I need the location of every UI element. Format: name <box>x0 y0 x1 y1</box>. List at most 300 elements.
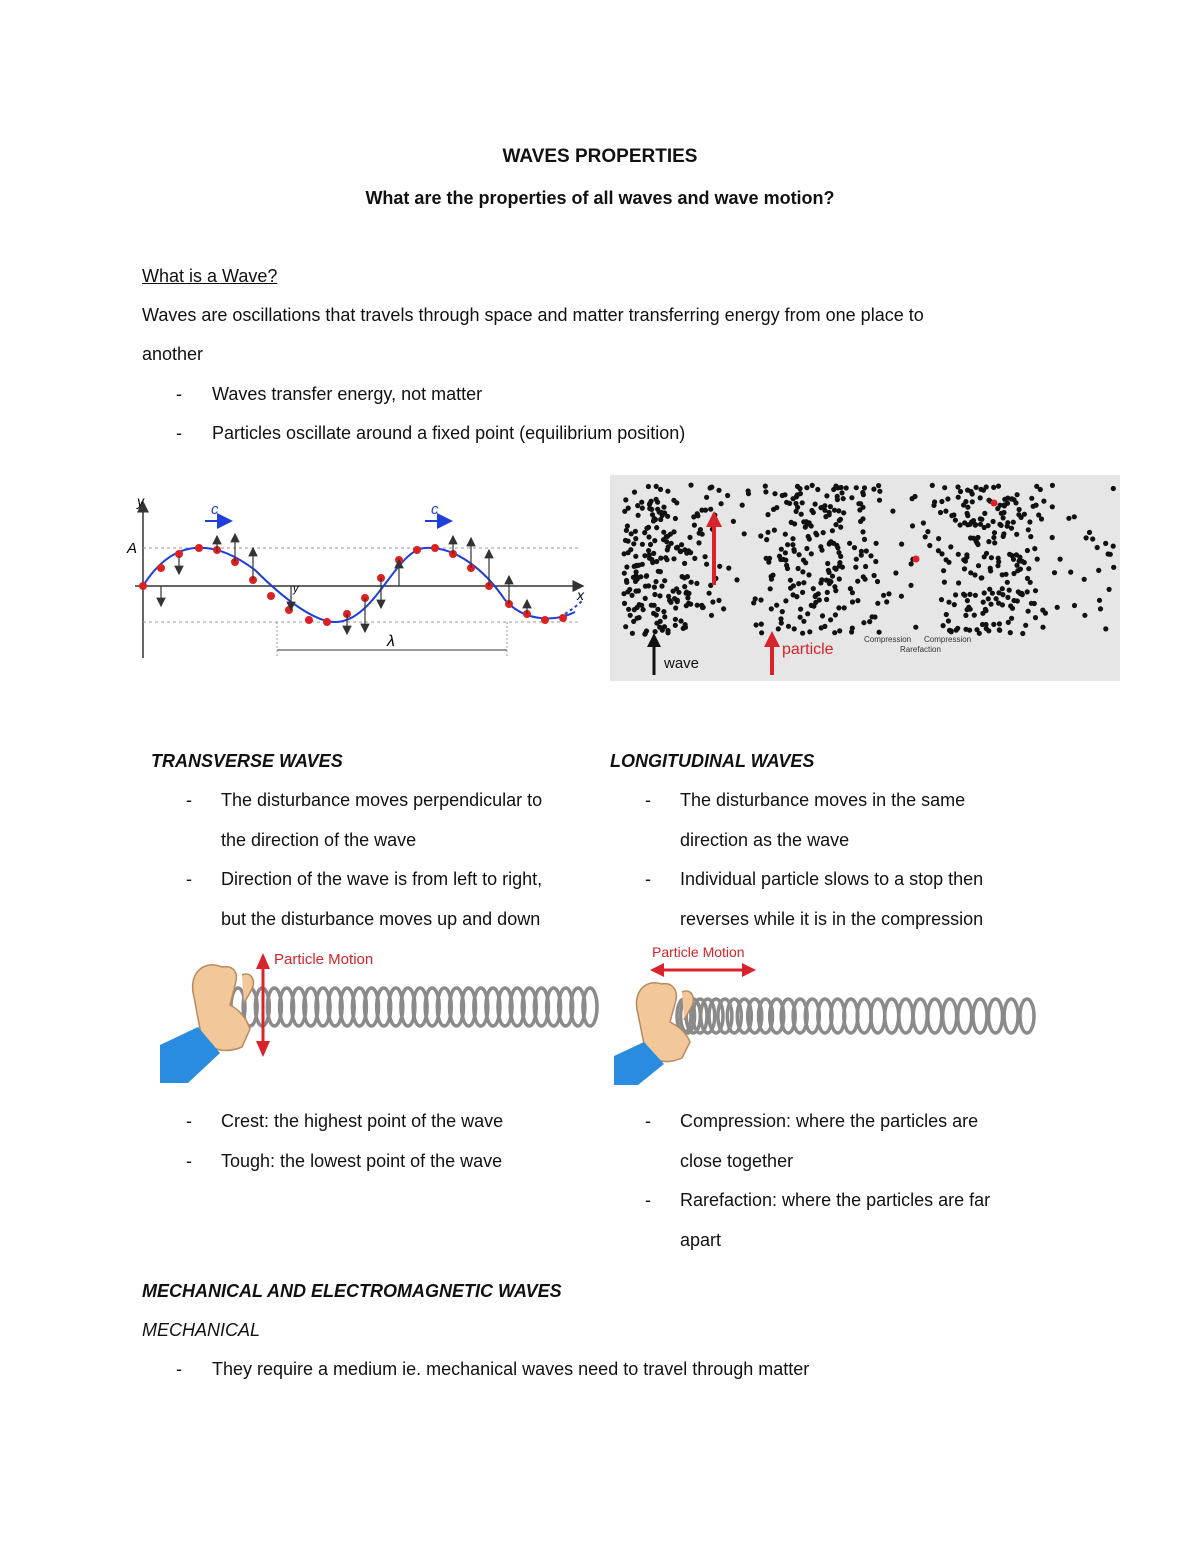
particle-dot <box>988 602 993 607</box>
particle-dot <box>817 597 822 602</box>
particle-dot <box>854 485 859 490</box>
particle-dot <box>635 577 640 582</box>
particle-dot <box>986 596 991 601</box>
particle-dot <box>958 489 963 494</box>
particle-dot <box>1090 536 1095 541</box>
particle-dot <box>796 566 801 571</box>
particle-dot <box>860 529 865 534</box>
particle-dot <box>673 617 678 622</box>
particle-label: particle <box>782 641 834 658</box>
particle-dot <box>972 613 977 618</box>
bullet-dash: - <box>186 869 192 889</box>
particle-dot <box>939 499 944 504</box>
particle-dot <box>875 579 880 584</box>
particle-dot <box>804 485 809 490</box>
particle-dot <box>1014 532 1019 537</box>
particle-dot <box>1111 486 1116 491</box>
particle-dot <box>759 622 764 627</box>
particle-dot <box>1107 587 1112 592</box>
particle-dot <box>1041 499 1046 504</box>
transverse-bullet-1-line-1: The disturbance moves perpendicular to <box>221 790 543 810</box>
longitudinal-particles-figure <box>610 475 1120 681</box>
particle-dot <box>980 622 985 627</box>
particle-dot <box>996 556 1001 561</box>
particle-dot <box>941 623 946 628</box>
crest-bullet: Crest: the highest point of the wave <box>221 1111 504 1131</box>
mechanical-bullet: They require a medium ie. mechanical waves need to travel through matter <box>212 1359 810 1379</box>
particle-dot <box>890 509 895 514</box>
particle-dot <box>783 558 788 563</box>
particle-dot <box>923 534 928 539</box>
particle-dot <box>848 586 853 591</box>
particle-dot <box>992 540 997 545</box>
longitudinal-bullet-2-line-1: Individual particle slows to a stop then <box>680 869 984 889</box>
particle-dot <box>1005 580 1010 585</box>
particle-dot <box>753 596 758 601</box>
particle-dot <box>1034 484 1039 489</box>
particle-dot <box>635 503 640 508</box>
bullet-dash: - <box>176 1359 182 1379</box>
particle-dot <box>1020 631 1025 636</box>
particle-dot <box>771 507 776 512</box>
particle-dot <box>968 489 973 494</box>
particle-dot <box>925 529 930 534</box>
particle-dot <box>790 536 795 541</box>
particle-dot <box>1026 527 1031 532</box>
particle-dot <box>810 483 815 488</box>
particle-dot <box>1001 531 1006 536</box>
particle-dot <box>1026 609 1031 614</box>
particle-dot <box>963 613 968 618</box>
particle-dot <box>792 521 797 526</box>
spring-coil <box>913 999 927 1033</box>
particle-dot <box>927 543 932 548</box>
particle-dot <box>962 593 967 598</box>
particle-dot <box>1009 526 1014 531</box>
particle-dot <box>710 599 715 604</box>
particle-dot <box>787 501 792 506</box>
particle-dot <box>873 559 878 564</box>
particle-dot <box>1001 515 1006 520</box>
particle-dot <box>649 507 654 512</box>
particle-dot <box>828 539 833 544</box>
particle-dot <box>804 546 809 551</box>
particle-dot <box>684 603 689 608</box>
particle-dot <box>988 568 993 573</box>
particle-dot <box>946 560 951 565</box>
particle-dot <box>784 563 789 568</box>
particle-dot <box>973 593 978 598</box>
particle-dot <box>678 618 683 623</box>
particle-dot <box>921 520 926 525</box>
particle-dot <box>1031 504 1036 509</box>
particle-dot <box>790 542 795 547</box>
particle-dot <box>776 626 781 631</box>
particle-dot <box>828 617 833 622</box>
particle-dot <box>876 483 881 488</box>
trough-bullet: Tough: the lowest point of the wave <box>221 1151 503 1171</box>
particle-dot <box>954 628 959 633</box>
particle-dot <box>625 523 630 528</box>
particle-dot <box>893 570 898 575</box>
intro-bullet-2: Particles oscillate around a fixed point (equilibrium position) <box>212 423 686 443</box>
particle-dot <box>653 579 658 584</box>
particle-dot <box>946 600 951 605</box>
particle-dot <box>634 563 639 568</box>
particle-dot <box>871 487 876 492</box>
compression-label-1: Compression <box>864 635 912 644</box>
particle-dot <box>986 628 991 633</box>
intro-bullet-1: Waves transfer energy, not matter <box>212 384 483 404</box>
particle-dot <box>633 536 638 541</box>
particle-dot <box>640 562 645 567</box>
particle-dot <box>986 539 991 544</box>
particle-dot <box>795 484 800 489</box>
particle-dot <box>765 530 770 535</box>
particle-dot <box>648 542 653 547</box>
particle-dot <box>944 612 949 617</box>
particle-dot <box>669 541 674 546</box>
x-axis-label: x <box>577 587 584 603</box>
particle-dot <box>979 517 984 522</box>
particle-dot <box>622 571 627 576</box>
particle-dot <box>798 607 803 612</box>
particle-dot <box>806 572 811 577</box>
page-title: WAVES PROPERTIES <box>502 146 698 167</box>
particle-dot <box>725 493 730 498</box>
particle-dot <box>195 544 203 552</box>
particle-dot <box>833 522 838 527</box>
particle-dot <box>679 542 684 547</box>
particle-dot <box>834 543 839 548</box>
particle-dot <box>983 608 988 613</box>
particle-dot <box>665 514 670 519</box>
spring-coil <box>928 999 942 1033</box>
particle-dot <box>671 556 676 561</box>
particle-dot <box>633 554 638 559</box>
particle-dot <box>632 490 637 495</box>
particle-dot <box>792 626 797 631</box>
particle-dot <box>1009 616 1014 621</box>
particle-dot <box>956 580 961 585</box>
particle-dot <box>855 598 860 603</box>
particle-dot <box>788 578 793 583</box>
particle-dot <box>658 619 663 624</box>
particle-dot <box>838 554 843 559</box>
particle-dot <box>1068 570 1073 575</box>
particle-dot <box>285 606 293 614</box>
particle-dot <box>801 580 806 585</box>
particle-dot <box>1050 504 1055 509</box>
particle-dot <box>948 544 953 549</box>
particle-dot <box>630 631 635 636</box>
particle-dot <box>974 485 979 490</box>
particle-dot <box>642 530 647 535</box>
particle-dot <box>1095 545 1100 550</box>
particle-dot <box>989 555 994 560</box>
particle-dot <box>1007 588 1012 593</box>
particle-dot <box>682 547 687 552</box>
particle-dot <box>643 631 648 636</box>
particle-dot <box>886 591 891 596</box>
particle-dot <box>673 623 678 628</box>
particle-dot <box>652 603 657 608</box>
particle-dot <box>673 516 678 521</box>
particle-dot <box>997 522 1002 527</box>
particle-dot <box>797 552 802 557</box>
velocity-label: c <box>431 501 439 518</box>
particle-dot <box>1010 606 1015 611</box>
particle-dot <box>740 503 745 508</box>
particle-dot <box>1087 530 1092 535</box>
particle-dot <box>726 566 731 571</box>
spring-coil <box>899 999 913 1033</box>
particle-dot <box>646 548 651 553</box>
particle-dot <box>953 592 958 597</box>
particle-dot <box>622 601 627 606</box>
particle-dot <box>799 512 804 517</box>
particle-dot <box>721 606 726 611</box>
particle-dot <box>1017 507 1022 512</box>
particle-dot <box>931 503 936 508</box>
particle-dot <box>800 569 805 574</box>
particle-dot <box>832 584 837 589</box>
spring-coil <box>989 999 1003 1033</box>
particle-dot <box>1111 544 1116 549</box>
particle-dot <box>872 614 877 619</box>
particle-dot <box>768 586 773 591</box>
particle-dot <box>868 553 873 558</box>
particle-dot <box>644 573 649 578</box>
particle-dot <box>623 624 628 629</box>
particle-dot <box>837 628 842 633</box>
particle-dot <box>626 607 631 612</box>
particle-dot <box>631 541 636 546</box>
bullet-dash: - <box>645 1190 651 1210</box>
particle-dot <box>836 508 841 513</box>
particle-dot <box>828 579 833 584</box>
intro-paragraph-line-1: Waves are oscillations that travels through space and matter transferring energy from one place to <box>142 305 924 325</box>
particle-dot <box>662 578 667 583</box>
particle-dot <box>1026 566 1031 571</box>
particle-dot <box>824 493 829 498</box>
particle-dot <box>703 554 708 559</box>
particle-dot <box>974 539 979 544</box>
particle-dot <box>779 547 784 552</box>
transverse-bullet-1-line-2: the direction of the wave <box>221 830 417 850</box>
particle-dot <box>1103 626 1108 631</box>
particle-dot <box>1001 510 1006 515</box>
particle-dot <box>803 525 808 530</box>
particle-dot <box>1033 615 1038 620</box>
particle-dot <box>541 616 549 624</box>
particle-dot <box>786 624 791 629</box>
particle-dot <box>656 569 661 574</box>
particle-dot <box>778 616 783 621</box>
particle-dot <box>821 530 826 535</box>
particle-dot <box>689 580 694 585</box>
particle-dot <box>819 625 824 630</box>
particle-dot <box>811 586 816 591</box>
particle-dot <box>1016 512 1021 517</box>
particle-motion-label: Particle Motion <box>652 944 745 960</box>
particle-dot <box>875 601 880 606</box>
particle-dot <box>982 525 987 530</box>
particle-dot <box>1011 557 1016 562</box>
spring-coil <box>958 999 972 1033</box>
particle-dot <box>1025 548 1030 553</box>
particle-dot <box>661 530 666 535</box>
particle-dot <box>996 590 1001 595</box>
particle-dot <box>803 560 808 565</box>
particle-dot <box>820 613 825 618</box>
particle-dot <box>867 619 872 624</box>
particle-dot <box>694 581 699 586</box>
bullet-dash: - <box>186 790 192 810</box>
particle-dot <box>856 501 861 506</box>
particle-dot <box>1040 625 1045 630</box>
particle-dot <box>833 567 838 572</box>
particle-dot <box>853 565 858 570</box>
particle-dot <box>1010 496 1015 501</box>
particle-dot <box>643 584 648 589</box>
particle-dot <box>628 547 633 552</box>
particle-dot <box>305 616 313 624</box>
particle-dot <box>881 593 886 598</box>
particle-dot <box>952 602 957 607</box>
particle-dot <box>626 539 631 544</box>
rarefaction-label: Rarefaction <box>900 645 941 654</box>
particle-dot <box>942 485 947 490</box>
particle-dot <box>734 577 739 582</box>
particle-dot <box>624 580 629 585</box>
particle-dot <box>1096 568 1101 573</box>
particle-dot <box>1066 516 1071 521</box>
particle-dot <box>665 534 670 539</box>
particle-dot <box>1011 520 1016 525</box>
particle-dot <box>825 590 830 595</box>
particle-dot <box>908 583 913 588</box>
particle-dot <box>701 605 706 610</box>
particle-dot <box>991 519 996 524</box>
particle-dot <box>651 518 656 523</box>
particle-dot <box>943 509 948 514</box>
particle-dot <box>675 598 680 603</box>
bullet-dash: - <box>645 869 651 889</box>
velocity-label: c <box>211 501 219 518</box>
particle-dot <box>965 511 970 516</box>
particle-dot <box>1032 546 1037 551</box>
particle-dot <box>909 561 914 566</box>
particle-dot <box>652 592 657 597</box>
particle-dot <box>978 495 983 500</box>
particle-dot <box>831 487 836 492</box>
transverse-bullet-2-line-2: but the disturbance moves up and down <box>221 909 541 929</box>
particle-dot <box>987 587 992 592</box>
particle-dot <box>801 619 806 624</box>
particle-dot <box>624 564 629 569</box>
particle-dot <box>665 489 670 494</box>
particle-dot <box>997 621 1002 626</box>
particle-dot <box>936 548 941 553</box>
particle-dot <box>1006 620 1011 625</box>
particle-dot <box>862 537 867 542</box>
particle-dot <box>811 604 816 609</box>
particle-dot <box>859 549 864 554</box>
particle-dot <box>850 599 855 604</box>
particle-dot <box>1035 557 1040 562</box>
particle-dot <box>763 489 768 494</box>
particle-dot <box>835 497 840 502</box>
particle-dot <box>640 542 645 547</box>
particle-dot <box>837 576 842 581</box>
particle-dot <box>1018 567 1023 572</box>
particle-dot <box>849 495 854 500</box>
bullet-dash: - <box>645 1111 651 1131</box>
transverse-bullet-2-line-1: Direction of the wave is from left to right, <box>221 869 543 889</box>
particle-dot <box>673 605 678 610</box>
particle-dot <box>809 551 814 556</box>
particle-dot <box>860 516 865 521</box>
particle-dot <box>956 552 961 557</box>
particle-dot <box>764 556 769 561</box>
particle-dot <box>758 533 763 538</box>
particle-dot <box>661 609 666 614</box>
particle-dot <box>819 577 824 582</box>
transverse-heading: TRANSVERSE WAVES <box>151 751 343 771</box>
particle-dot <box>646 484 651 489</box>
particle-dot <box>769 606 774 611</box>
particle-dot <box>899 542 904 547</box>
particle-dot <box>833 612 838 617</box>
particle-dot <box>913 625 918 630</box>
particle-dot <box>629 593 634 598</box>
wavelength-label: λ <box>387 633 395 650</box>
particle-dot <box>1055 605 1060 610</box>
particle-dot <box>877 498 882 503</box>
particle-dot <box>805 611 810 616</box>
particle-dot <box>654 497 659 502</box>
page-subtitle: What are the properties of all waves and wave motion? <box>365 188 835 208</box>
particle-dot <box>995 506 1000 511</box>
intro-paragraph-line-2: another <box>142 344 204 364</box>
particle-dot <box>658 556 663 561</box>
particle-dot <box>1027 519 1032 524</box>
particle-dot <box>1050 535 1055 540</box>
particle-dot <box>863 564 868 569</box>
particle-dot <box>946 618 951 623</box>
mechanical-subheading: MECHANICAL <box>142 1320 261 1340</box>
particle-dot <box>678 549 683 554</box>
particle-dot <box>945 496 950 501</box>
particle-dot <box>655 607 660 612</box>
particle-dot <box>665 628 670 633</box>
rarefaction-bullet-line-1: Rarefaction: where the particles are far <box>680 1190 991 1210</box>
particle-dot <box>636 513 641 518</box>
particle-dot <box>992 530 997 535</box>
particle-dot <box>813 531 818 536</box>
particle-dot <box>974 627 979 632</box>
particle-dot <box>1000 586 1005 591</box>
particle-dot <box>825 561 830 566</box>
particle-dot <box>653 629 658 634</box>
particle-dot <box>796 581 801 586</box>
particle-dot <box>1039 516 1044 521</box>
particle-dot <box>1023 623 1028 628</box>
particle-dot <box>650 560 655 565</box>
bullet-dash: - <box>176 423 182 443</box>
particle-dot <box>818 505 823 510</box>
